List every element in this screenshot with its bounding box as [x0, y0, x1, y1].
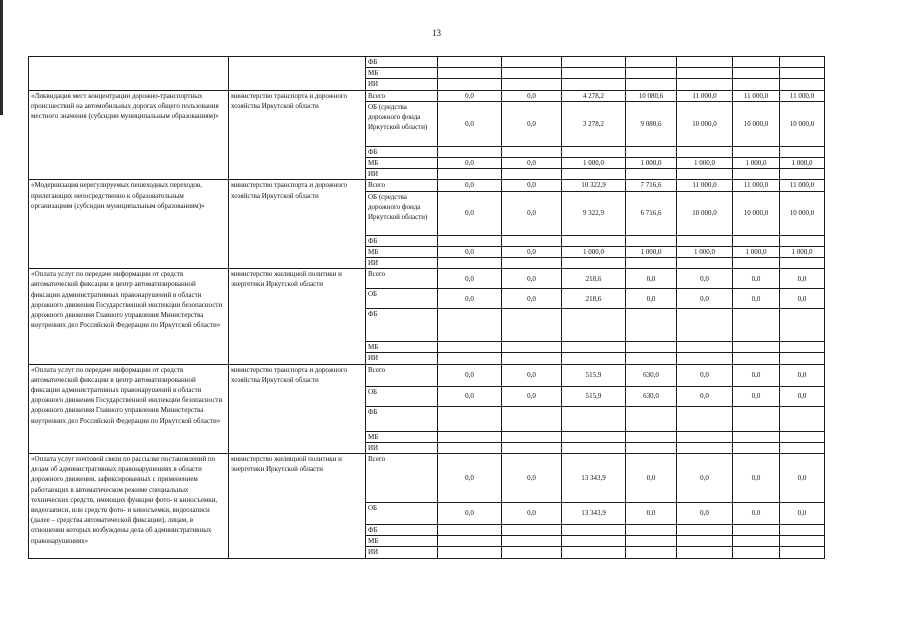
value-cell — [626, 547, 677, 558]
value-cell: 0,0 — [733, 269, 780, 289]
value-cell: 4 278,2 — [562, 90, 626, 101]
value-cell — [733, 235, 780, 246]
funding-source: ФБ — [366, 309, 438, 342]
value-cell: 9 322,9 — [562, 191, 626, 235]
value-cell: 1 000,0 — [626, 246, 677, 257]
value-cell — [562, 536, 626, 547]
value-cell: 0,0 — [438, 386, 502, 406]
value-cell — [438, 547, 502, 558]
value-cell — [562, 146, 626, 157]
funding-source: МБ — [366, 431, 438, 442]
value-cell — [677, 525, 733, 536]
value-cell: 0,0 — [502, 101, 562, 146]
executor-cell: министерство жилищной политики и энергетики Иркутской области — [229, 454, 366, 559]
value-cell: 10 000,0 — [733, 191, 780, 235]
value-cell: 0,0 — [780, 386, 825, 406]
value-cell: 0,0 — [438, 191, 502, 235]
value-cell: 0,0 — [733, 454, 780, 503]
funding-source: МБ — [366, 158, 438, 169]
value-cell — [733, 68, 780, 79]
value-cell: 218,6 — [562, 269, 626, 289]
value-cell: 10 000,0 — [677, 191, 733, 235]
funding-source: Всего — [366, 454, 438, 503]
funding-source: Всего — [366, 364, 438, 386]
measure-description: «Модернизация нерегулируемых пешеходных переходов, прилегающих непосредственно к образовательным организациям (субсидии муниципальным образованиям)» — [29, 180, 229, 269]
value-cell: 0,0 — [626, 454, 677, 503]
funding-source: Всего — [366, 180, 438, 191]
value-cell — [780, 525, 825, 536]
value-cell: 0,0 — [780, 269, 825, 289]
value-cell — [626, 536, 677, 547]
funding-source: МБ — [366, 342, 438, 353]
value-cell: 0,0 — [626, 289, 677, 309]
value-cell: 0,0 — [626, 503, 677, 525]
executor-cell: министерство жилищной политики и энергетики Иркутской области — [229, 269, 366, 364]
value-cell: 0,0 — [780, 503, 825, 525]
value-cell — [502, 353, 562, 364]
value-cell — [626, 406, 677, 431]
value-cell: 10 080,6 — [626, 90, 677, 101]
funding-source: ИИ — [366, 547, 438, 558]
value-cell — [438, 525, 502, 536]
measure-description: «Оплата услуг по передаче информации от средств автоматической фиксации в центр автоматизированной фиксации административных правонарушений в области дорожного движения Государственной инспекции безопасности дорожного движения Главного управления Министерства внутренних дел Российской Федерации по Иркутской области» — [29, 269, 229, 364]
value-cell — [733, 146, 780, 157]
value-cell — [677, 235, 733, 246]
value-cell — [502, 406, 562, 431]
value-cell — [626, 79, 677, 90]
value-cell — [626, 525, 677, 536]
value-cell — [502, 442, 562, 453]
value-cell: 0,0 — [677, 364, 733, 386]
value-cell — [733, 57, 780, 68]
value-cell — [780, 68, 825, 79]
funding-source: ИИ — [366, 79, 438, 90]
value-cell: 0,0 — [438, 454, 502, 503]
table-row — [29, 269, 825, 289]
funding-source: МБ — [366, 246, 438, 257]
value-cell — [780, 169, 825, 180]
table-row — [29, 364, 825, 386]
value-cell: 0,0 — [502, 90, 562, 101]
value-cell — [780, 353, 825, 364]
funding-source: ФБ — [366, 406, 438, 431]
value-cell — [562, 547, 626, 558]
value-cell — [626, 353, 677, 364]
value-cell — [733, 342, 780, 353]
value-cell — [438, 342, 502, 353]
value-cell: 0,0 — [502, 503, 562, 525]
value-cell: 1 000,0 — [677, 158, 733, 169]
value-cell — [438, 68, 502, 79]
value-cell — [780, 442, 825, 453]
value-cell: 10 000,0 — [780, 101, 825, 146]
value-cell: 0,0 — [502, 246, 562, 257]
value-cell: 11 000,0 — [677, 180, 733, 191]
value-cell — [677, 68, 733, 79]
funding-source: ОБ (средства дорожного фонда Иркутской области) — [366, 101, 438, 146]
value-cell — [626, 342, 677, 353]
value-cell — [438, 406, 502, 431]
table-row — [29, 57, 825, 68]
funding-source: ФБ — [366, 57, 438, 68]
value-cell: 1 000,0 — [562, 246, 626, 257]
value-cell — [733, 431, 780, 442]
funding-source: ОБ (средства дорожного фонда Иркутской области) — [366, 191, 438, 235]
value-cell — [677, 431, 733, 442]
value-cell — [438, 442, 502, 453]
value-cell — [438, 353, 502, 364]
value-cell — [677, 442, 733, 453]
value-cell: 630,0 — [626, 386, 677, 406]
value-cell — [626, 258, 677, 269]
value-cell — [780, 309, 825, 342]
value-cell: 0,0 — [438, 364, 502, 386]
page-number: 13 — [432, 28, 441, 38]
value-cell: 0,0 — [733, 503, 780, 525]
funding-source: МБ — [366, 68, 438, 79]
value-cell: 10 322,9 — [562, 180, 626, 191]
value-cell — [677, 79, 733, 90]
value-cell: 0,0 — [677, 386, 733, 406]
value-cell: 0,0 — [502, 269, 562, 289]
funding-source: ОБ — [366, 503, 438, 525]
value-cell: 0,0 — [438, 180, 502, 191]
value-cell: 515,9 — [562, 364, 626, 386]
value-cell — [677, 406, 733, 431]
value-cell — [677, 169, 733, 180]
funding-source: Всего — [366, 90, 438, 101]
value-cell: 0,0 — [502, 364, 562, 386]
value-cell — [733, 406, 780, 431]
value-cell: 10 000,0 — [677, 101, 733, 146]
value-cell — [562, 353, 626, 364]
value-cell — [677, 353, 733, 364]
funding-source: ФБ — [366, 235, 438, 246]
value-cell — [502, 342, 562, 353]
value-cell — [502, 57, 562, 68]
funding-source: ФБ — [366, 525, 438, 536]
value-cell: 0,0 — [677, 454, 733, 503]
table-row — [29, 180, 825, 191]
value-cell — [626, 431, 677, 442]
executor-cell: министерство транспорта и дорожного хозяйства Иркутской области — [229, 180, 366, 269]
value-cell: 0,0 — [438, 90, 502, 101]
value-cell — [733, 525, 780, 536]
table-row — [29, 90, 825, 101]
scan-left-edge — [0, 0, 3, 115]
value-cell — [562, 342, 626, 353]
value-cell — [502, 536, 562, 547]
measure-description: «Оплата услуг по передаче информации от средств автоматической фиксации в центр автоматизированной фиксации административных правонарушений в области дорожного движения Государственной инспекции безопасности дорожного движения Главного управления Министерства внутренних дел Российской Федерации по Иркутской области» — [29, 364, 229, 453]
value-cell: 11 000,0 — [677, 90, 733, 101]
value-cell — [562, 309, 626, 342]
value-cell — [780, 57, 825, 68]
value-cell — [438, 169, 502, 180]
value-cell — [733, 536, 780, 547]
value-cell: 13 343,9 — [562, 454, 626, 503]
funding-source: Всего — [366, 269, 438, 289]
value-cell — [733, 547, 780, 558]
value-cell — [438, 57, 502, 68]
value-cell: 0,0 — [438, 246, 502, 257]
value-cell: 7 716,6 — [626, 180, 677, 191]
value-cell: 0,0 — [438, 289, 502, 309]
value-cell: 1 000,0 — [733, 246, 780, 257]
value-cell: 1 000,0 — [677, 246, 733, 257]
value-cell: 13 343,9 — [562, 503, 626, 525]
value-cell — [780, 547, 825, 558]
value-cell: 0,0 — [502, 386, 562, 406]
value-cell — [438, 79, 502, 90]
value-cell: 0,0 — [677, 269, 733, 289]
value-cell: 11 000,0 — [733, 90, 780, 101]
value-cell: 9 080,6 — [626, 101, 677, 146]
value-cell — [733, 353, 780, 364]
value-cell: 0,0 — [733, 289, 780, 309]
value-cell — [562, 57, 626, 68]
value-cell — [780, 342, 825, 353]
value-cell — [562, 525, 626, 536]
funding-source: ИИ — [366, 353, 438, 364]
measure-description — [29, 57, 229, 91]
value-cell: 0,0 — [780, 364, 825, 386]
value-cell: 0,0 — [502, 454, 562, 503]
value-cell: 1 000,0 — [780, 246, 825, 257]
value-cell: 0,0 — [502, 289, 562, 309]
value-cell — [780, 146, 825, 157]
value-cell: 0,0 — [677, 503, 733, 525]
executor-cell: министерство транспорта и дорожного хозяйства Иркутской области — [229, 90, 366, 180]
value-cell — [733, 258, 780, 269]
value-cell: 630,0 — [626, 364, 677, 386]
value-cell — [502, 525, 562, 536]
value-cell — [562, 235, 626, 246]
value-cell: 218,6 — [562, 289, 626, 309]
value-cell — [502, 309, 562, 342]
value-cell — [502, 79, 562, 90]
funding-source: ОБ — [366, 289, 438, 309]
value-cell — [438, 309, 502, 342]
value-cell — [677, 547, 733, 558]
value-cell: 0,0 — [502, 158, 562, 169]
value-cell — [502, 68, 562, 79]
value-cell: 11 000,0 — [780, 180, 825, 191]
value-cell — [780, 536, 825, 547]
value-cell — [438, 235, 502, 246]
value-cell — [626, 57, 677, 68]
value-cell — [780, 258, 825, 269]
value-cell — [780, 431, 825, 442]
value-cell — [502, 146, 562, 157]
funding-source: ОБ — [366, 386, 438, 406]
value-cell — [502, 431, 562, 442]
value-cell: 11 000,0 — [733, 180, 780, 191]
value-cell: 10 000,0 — [780, 191, 825, 235]
value-cell — [733, 169, 780, 180]
value-cell — [677, 536, 733, 547]
value-cell — [626, 235, 677, 246]
value-cell — [502, 258, 562, 269]
value-cell — [562, 169, 626, 180]
table-row — [29, 454, 825, 503]
value-cell: 3 278,2 — [562, 101, 626, 146]
value-cell: 1 000,0 — [562, 158, 626, 169]
value-cell: 1 000,0 — [733, 158, 780, 169]
value-cell — [502, 169, 562, 180]
value-cell — [562, 68, 626, 79]
value-cell: 0,0 — [780, 454, 825, 503]
value-cell: 0,0 — [438, 269, 502, 289]
value-cell: 0,0 — [677, 289, 733, 309]
value-cell — [677, 258, 733, 269]
value-cell — [780, 79, 825, 90]
value-cell — [626, 68, 677, 79]
value-cell: 515,9 — [562, 386, 626, 406]
funding-source: ИИ — [366, 169, 438, 180]
value-cell — [438, 258, 502, 269]
value-cell — [502, 547, 562, 558]
value-cell — [677, 146, 733, 157]
funding-source: ИИ — [366, 258, 438, 269]
value-cell: 10 000,0 — [733, 101, 780, 146]
value-cell — [677, 309, 733, 342]
value-cell: 0,0 — [733, 386, 780, 406]
value-cell — [562, 79, 626, 90]
value-cell: 0,0 — [502, 191, 562, 235]
measure-description: «Оплата услуг почтовой связи по рассылке постановлений по делам об административных правонарушениях в области дорожного движения, зафиксированных с применением работающих в автоматическом режиме специальных технических средств, имеющих функции фото- и киносъемки, видеозаписи, или средств фото- и киносъемки, видеозаписи (далее – средства автоматической фиксации), лицам, в отношении которых возбуждены дела об административных правонарушениях» — [29, 454, 229, 559]
value-cell: 0,0 — [438, 503, 502, 525]
value-cell: 0,0 — [438, 158, 502, 169]
funding-source: ФБ — [366, 146, 438, 157]
value-cell — [780, 406, 825, 431]
value-cell — [562, 431, 626, 442]
executor-cell: министерство транспорта и дорожного хозяйства Иркутской области — [229, 364, 366, 453]
value-cell: 11 000,0 — [780, 90, 825, 101]
value-cell: 0,0 — [733, 364, 780, 386]
executor-cell — [229, 57, 366, 91]
value-cell — [626, 169, 677, 180]
value-cell — [780, 235, 825, 246]
value-cell: 1 000,0 — [780, 158, 825, 169]
value-cell — [626, 442, 677, 453]
value-cell — [502, 235, 562, 246]
value-cell — [438, 536, 502, 547]
funding-source: МБ — [366, 536, 438, 547]
value-cell: 0,0 — [626, 269, 677, 289]
value-cell: 0,0 — [438, 101, 502, 146]
funding-source: ИИ — [366, 442, 438, 453]
value-cell — [438, 431, 502, 442]
value-cell: 0,0 — [780, 289, 825, 309]
value-cell — [562, 406, 626, 431]
value-cell — [677, 342, 733, 353]
value-cell — [677, 57, 733, 68]
value-cell — [626, 146, 677, 157]
value-cell — [733, 79, 780, 90]
value-cell: 1 000,0 — [626, 158, 677, 169]
value-cell — [626, 309, 677, 342]
value-cell — [562, 442, 626, 453]
value-cell — [438, 146, 502, 157]
value-cell — [562, 258, 626, 269]
funding-table — [28, 56, 825, 559]
measure-description: «Ликвидация мест концентрации дорожно-транспортных происшествий на автомобильных дорогах общего пользования местного значения (субсидии муниципальным образованиям)» — [29, 90, 229, 180]
value-cell: 6 716,6 — [626, 191, 677, 235]
value-cell — [733, 309, 780, 342]
value-cell: 0,0 — [502, 180, 562, 191]
value-cell — [733, 442, 780, 453]
